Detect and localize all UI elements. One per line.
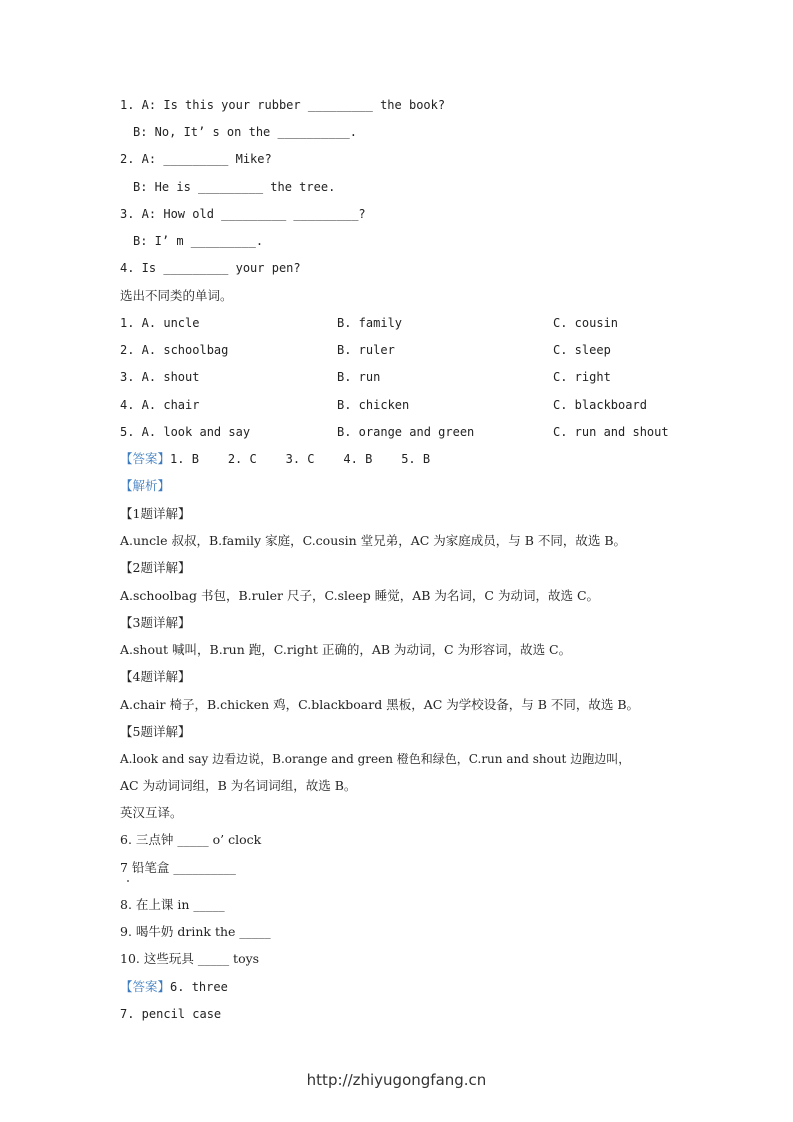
section-translate: 英汉互译。 [120, 805, 183, 820]
option-a: 5. A. look and say [120, 425, 251, 439]
option-a: 1. A. uncle [120, 316, 200, 330]
detail-title-3: 【3题详解】 [120, 615, 191, 630]
answer-line-3: 7. pencil case [120, 1007, 222, 1021]
answer-text: 1. B 2. C 3. C 4. B 5. B [170, 452, 431, 466]
answer-line-2 [120, 979, 228, 995]
translate-item-9: 9. 喝牛奶 drink the _____ [120, 924, 271, 939]
question-3a: 3. A: How old _________ _________? [120, 207, 366, 221]
translate-item-6: 6. 三点钟 _____ o’ clock [120, 832, 262, 847]
translate-item-8: 8. 在上课 in _____ [120, 897, 225, 912]
translate-item-7: 7 铅笔盒 __________ [120, 860, 236, 875]
option-a: 3. A. shout [120, 370, 200, 384]
detail-text-3: A.shout 喊叫，B.run 跑，C.right 正确的，AB 为动词，C 为形容词，故选 C。 [120, 642, 572, 657]
option-b: B. family [337, 316, 403, 330]
option-a: 2. A. schoolbag [120, 343, 229, 357]
detail-title-2: 【2题详解】 [120, 560, 191, 575]
detail-title-4: 【4题详解】 [120, 669, 191, 684]
option-c: C. sleep [553, 343, 611, 357]
answer-tag: 【答案】 [120, 979, 171, 994]
question-1a: 1. A: Is this your rubber _________ the book? [120, 98, 446, 112]
detail-text-4: A.chair 椅子，B.chicken 鸡，C.blackboard 黑板，AC 为学校设备，与 B 不同，故选 B。 [120, 697, 640, 712]
option-c: C. cousin [553, 316, 619, 330]
option-b: B. chicken [337, 398, 410, 412]
question-1b: B: No, It’ s on the __________. [133, 125, 357, 139]
option-b: B. orange and green [337, 425, 475, 439]
question-4: 4. Is _________ your pen? [120, 261, 301, 275]
section-odd-one-out: 选出不同类的单词。 [120, 288, 233, 303]
question-3b: B: I’ m _________. [133, 234, 264, 248]
answer-text: 6. three [170, 980, 228, 994]
detail-text-1: A.uncle 叔叔，B.family 家庭，C.cousin 堂兄弟，AC 为家庭成员，与 B 不同，故选 B。 [120, 533, 627, 548]
option-b: B. run [337, 370, 381, 384]
answer-line-1 [120, 451, 430, 467]
option-c: C. run and shout [553, 425, 669, 439]
detail-text-2: A.schoolbag 书包，B.ruler 尺子，C.sleep 睡觉，AB 为名词，C 为动词，故选 C。 [120, 588, 600, 603]
answer-tag: 【答案】 [120, 451, 171, 466]
option-c: C. right [553, 370, 611, 384]
detail-title-5: 【5题详解】 [120, 724, 191, 739]
option-c: C. blackboard [553, 398, 647, 412]
option-a: 4. A. chair [120, 398, 200, 412]
question-2a: 2. A: _________ Mike? [120, 152, 272, 166]
analysis-tag: 【解析】 [120, 478, 171, 493]
option-b: B. ruler [337, 343, 395, 357]
translate-item-10: 10. 这些玩具 _____ toys [120, 951, 260, 966]
footer-url[interactable]: http://zhiyugongfang.cn [306, 1071, 487, 1089]
stray-dot [127, 880, 129, 882]
question-2b: B: He is _________ the tree. [133, 180, 336, 194]
detail-text-5: A.look and say 边看边说，B.orange and green 橙色和绿色，C.run and shout 边跑边叫， [120, 752, 631, 766]
detail-title-1: 【1题详解】 [120, 506, 191, 521]
detail-text-5b: AC 为动词词组，B 为名词词组，故选 B。 [120, 778, 357, 793]
